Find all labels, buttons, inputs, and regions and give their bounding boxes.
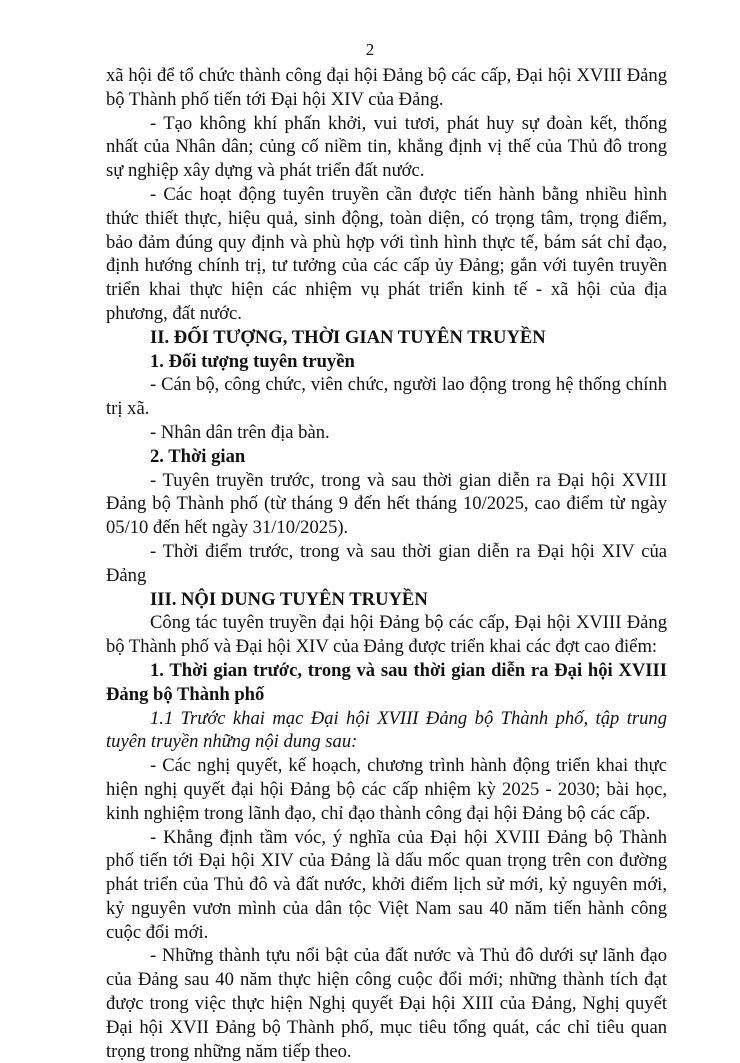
page-number: 2 — [365, 40, 375, 59]
document-body — [106, 64, 667, 1063]
paragraph-goal-activities: - Các hoạt động tuyên truyền cần được tiến hành bằng nhiều hình thức thiết thực, hiệu quả, sinh động, toàn diện, có trọng tâm, trọng điểm, bảo đảm đúng quy định và phù hợp với tình hình thực tế, bám sát chỉ đạo, định hướng chính trị, tư tưởng của các cấp ủy Đảng; gắn với tuyên truyền triển khai thực hiện các nhiệm vụ phát triển kinh tế - xã hội của địa phương, đất nước. — [106, 183, 667, 324]
subheading-1-1: 1.1 Trước khai mạc Đại hội XVIII Đảng bộ Thành phố, tập trung tuyên truyền những nội dung sau: — [106, 707, 667, 753]
list-item-audience-officials: - Cán bộ, công chức, viên chức, người lao động trong hệ thống chính trị xã. — [106, 374, 667, 420]
paragraph-content-intro: Công tác tuyên truyền đại hội Đảng bộ các cấp, Đại hội XVIII Đảng bộ Thành phố và Đại hội XIV của Đảng được triển khai các đợt cao điểm: — [106, 612, 667, 658]
list-item-time-national-congress: - Thời điểm trước, trong và sau thời gian diễn ra Đại hội XIV của Đảng — [106, 540, 667, 586]
heading-target-audience: 1. Đối tượng tuyên truyền — [150, 350, 355, 372]
heading-period-1: 1. Thời gian trước, trong và sau thời gian diễn ra Đại hội XVIII Đảng bộ Thành phố — [106, 659, 667, 705]
list-item-resolutions: - Các nghị quyết, kế hoạch, chương trình hành động triển khai thực hiện nghị quyết đại hội Đảng bộ các cấp nhiệm kỳ 2025 - 2030; bài học, kinh nghiệm trong lãnh đạo, chỉ đạo thành công đại hội Đảng bộ các cấp. — [106, 755, 667, 824]
heading-section-3: III. NỘI DUNG TUYÊN TRUYỀN — [150, 588, 428, 610]
paragraph-goal-atmosphere: - Tạo không khí phấn khởi, vui tươi, phát huy sự đoàn kết, thống nhất của Nhân dân; củng cố niềm tin, khẳng định vị thế của Thủ đô trong sự nghiệp xây dựng và phát triển đất nước. — [106, 112, 667, 182]
list-item-achievements: - Những thành tựu nổi bật của đất nước và Thủ đô dưới sự lãnh đạo của Đảng sau 40 năm thực hiện công cuộc đổi mới; những thành tích đạt được trong việc thực hiện Nghị quyết Đại hội XIII của Đảng, Nghị quyết Đại hội XVII Đảng bộ Thành phố, mục tiêu tổng quát, các chỉ tiêu quan trọng trong những năm tiếp theo. — [106, 945, 667, 1062]
paragraph-continuation: xã hội để tổ chức thành công đại hội Đảng bộ các cấp, Đại hội XVIII Đảng bộ Thành phố tiến tới Đại hội XIV của Đảng. — [106, 65, 667, 110]
list-item-significance: - Khẳng định tầm vóc, ý nghĩa của Đại hội XVIII Đảng bộ Thành phố tiến tới Đại hội XIV của Đảng là dấu mốc quan trọng trên con đường phát triển của Thủ đô và đất nước, khởi điểm lịch sử mới, kỷ nguyên mới, kỷ nguyên vươn mình của dân tộc Việt Nam sau 40 năm tiến hành công cuộc đổi mới. — [106, 826, 667, 943]
list-item-audience-people: - Nhân dân trên địa bàn. — [150, 421, 330, 443]
heading-time: 2. Thời gian — [150, 445, 246, 467]
heading-section-2: II. ĐỐI TƯỢNG, THỜI GIAN TUYÊN TRUYỀN — [150, 326, 546, 348]
list-item-time-city-congress: - Tuyên truyền trước, trong và sau thời gian diễn ra Đại hội XVIII Đảng bộ Thành phố (từ tháng 9 đến hết tháng 10/2025, cao điểm từ ngày 05/10 đến hết ngày 31/10/2025). — [106, 469, 667, 539]
